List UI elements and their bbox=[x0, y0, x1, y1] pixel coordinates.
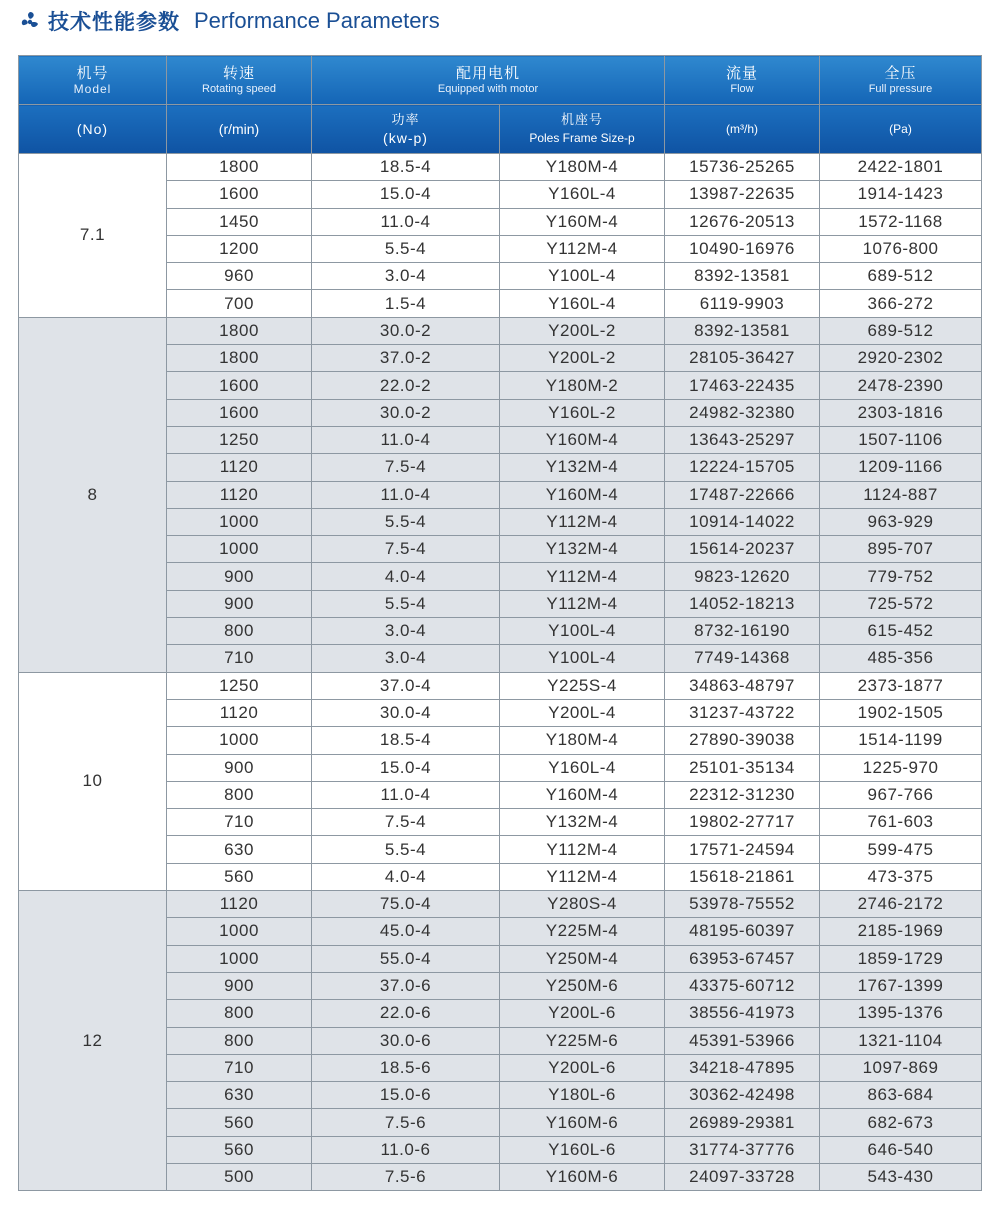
speed-cell: 1800 bbox=[167, 317, 312, 344]
frame-size-cell: Y180M-4 bbox=[500, 727, 665, 754]
pressure-cell: 2920-2302 bbox=[820, 345, 982, 372]
pressure-cell: 599-475 bbox=[820, 836, 982, 863]
flow-cell: 17487-22666 bbox=[665, 481, 820, 508]
power-cell: 55.0-4 bbox=[312, 945, 500, 972]
pressure-cell: 1097-869 bbox=[820, 1054, 982, 1081]
pressure-cell: 543-430 bbox=[820, 1163, 982, 1190]
power-cell: 3.0-4 bbox=[312, 263, 500, 290]
power-cell: 4.0-4 bbox=[312, 863, 500, 890]
header-speed-cn: 转速 bbox=[222, 64, 255, 82]
speed-cell: 560 bbox=[167, 1109, 312, 1136]
flow-cell: 8392-13581 bbox=[665, 317, 820, 344]
speed-cell: 1120 bbox=[167, 891, 312, 918]
speed-cell: 710 bbox=[167, 809, 312, 836]
flow-cell: 10914-14022 bbox=[665, 508, 820, 535]
pressure-cell: 725-572 bbox=[820, 590, 982, 617]
speed-cell: 900 bbox=[167, 590, 312, 617]
power-cell: 30.0-2 bbox=[312, 317, 500, 344]
speed-cell: 1200 bbox=[167, 235, 312, 262]
power-cell: 45.0-4 bbox=[312, 918, 500, 945]
header-model bbox=[19, 56, 167, 105]
header-speed-unit: (r/min) bbox=[167, 105, 312, 154]
flow-cell: 24982-32380 bbox=[665, 399, 820, 426]
pressure-cell: 895-707 bbox=[820, 536, 982, 563]
frame-size-cell: Y112M-4 bbox=[500, 563, 665, 590]
model-number-cell: 12 bbox=[19, 891, 167, 1191]
power-cell: 7.5-6 bbox=[312, 1163, 500, 1190]
power-cell: 7.5-6 bbox=[312, 1109, 500, 1136]
header-pressure-unit: (Pa) bbox=[820, 105, 982, 154]
speed-cell: 1600 bbox=[167, 372, 312, 399]
flow-cell: 14052-18213 bbox=[665, 590, 820, 617]
header-model-en: Model bbox=[73, 82, 112, 96]
frame-size-cell: Y200L-6 bbox=[500, 1054, 665, 1081]
power-cell: 37.0-4 bbox=[312, 672, 500, 699]
pressure-cell: 2478-2390 bbox=[820, 372, 982, 399]
speed-cell: 900 bbox=[167, 563, 312, 590]
frame-size-cell: Y100L-4 bbox=[500, 263, 665, 290]
frame-size-cell: Y250M-4 bbox=[500, 945, 665, 972]
pressure-cell: 2185-1969 bbox=[820, 918, 982, 945]
header-power bbox=[312, 105, 500, 154]
frame-size-cell: Y132M-4 bbox=[500, 809, 665, 836]
frame-size-cell: Y225M-6 bbox=[500, 1027, 665, 1054]
speed-cell: 1600 bbox=[167, 181, 312, 208]
pressure-cell: 1395-1376 bbox=[820, 1000, 982, 1027]
flow-cell: 38556-41973 bbox=[665, 1000, 820, 1027]
frame-size-cell: Y100L-4 bbox=[500, 618, 665, 645]
flow-cell: 26989-29381 bbox=[665, 1109, 820, 1136]
frame-size-cell: Y100L-4 bbox=[500, 645, 665, 672]
speed-cell: 1800 bbox=[167, 345, 312, 372]
header-model-cn: 机号 bbox=[76, 64, 109, 82]
flow-cell: 15614-20237 bbox=[665, 536, 820, 563]
header-pressure-en: Full pressure bbox=[868, 83, 933, 95]
flow-cell: 43375-60712 bbox=[665, 972, 820, 999]
frame-size-cell: Y200L-2 bbox=[500, 345, 665, 372]
pressure-cell: 1859-1729 bbox=[820, 945, 982, 972]
pressure-cell: 779-752 bbox=[820, 563, 982, 590]
pressure-cell: 967-766 bbox=[820, 781, 982, 808]
pressure-cell: 1902-1505 bbox=[820, 699, 982, 726]
speed-cell: 710 bbox=[167, 1054, 312, 1081]
pressure-cell: 646-540 bbox=[820, 1136, 982, 1163]
header-speed bbox=[167, 56, 312, 105]
table-row bbox=[19, 317, 982, 344]
frame-size-cell: Y225S-4 bbox=[500, 672, 665, 699]
title-chinese: 技术性能参数 bbox=[48, 10, 180, 34]
pressure-cell: 1076-800 bbox=[820, 235, 982, 262]
speed-cell: 960 bbox=[167, 263, 312, 290]
pressure-cell: 761-603 bbox=[820, 809, 982, 836]
frame-size-cell: Y160L-4 bbox=[500, 754, 665, 781]
frame-size-cell: Y180M-2 bbox=[500, 372, 665, 399]
frame-size-cell: Y200L-2 bbox=[500, 317, 665, 344]
power-cell: 11.0-4 bbox=[312, 426, 500, 453]
pressure-cell: 2373-1877 bbox=[820, 672, 982, 699]
power-cell: 30.0-4 bbox=[312, 699, 500, 726]
table-row bbox=[19, 154, 982, 181]
pressure-cell: 1767-1399 bbox=[820, 972, 982, 999]
flow-cell: 63953-67457 bbox=[665, 945, 820, 972]
frame-size-cell: Y160M-6 bbox=[500, 1109, 665, 1136]
flow-cell: 31774-37776 bbox=[665, 1136, 820, 1163]
frame-size-cell: Y180M-4 bbox=[500, 154, 665, 181]
power-cell: 15.0-6 bbox=[312, 1082, 500, 1109]
speed-cell: 1250 bbox=[167, 426, 312, 453]
flow-cell: 24097-33728 bbox=[665, 1163, 820, 1190]
power-cell: 7.5-4 bbox=[312, 454, 500, 481]
flow-cell: 17463-22435 bbox=[665, 372, 820, 399]
pressure-cell: 1209-1166 bbox=[820, 454, 982, 481]
pressure-cell: 2422-1801 bbox=[820, 154, 982, 181]
model-number-cell: 7.1 bbox=[19, 154, 167, 318]
model-number-cell: 8 bbox=[19, 317, 167, 672]
header-model-unit: (No) bbox=[19, 105, 167, 154]
pressure-cell: 615-452 bbox=[820, 618, 982, 645]
header-frame-cn: 机座号 bbox=[560, 113, 603, 128]
frame-size-cell: Y250M-6 bbox=[500, 972, 665, 999]
power-cell: 7.5-4 bbox=[312, 536, 500, 563]
power-cell: 4.0-4 bbox=[312, 563, 500, 590]
pressure-cell: 1914-1423 bbox=[820, 181, 982, 208]
frame-size-cell: Y200L-4 bbox=[500, 699, 665, 726]
table-header bbox=[19, 56, 982, 154]
flow-cell: 27890-39038 bbox=[665, 727, 820, 754]
flow-cell: 15736-25265 bbox=[665, 154, 820, 181]
header-flow-en: Flow bbox=[730, 83, 754, 95]
speed-cell: 1250 bbox=[167, 672, 312, 699]
frame-size-cell: Y112M-4 bbox=[500, 836, 665, 863]
speed-cell: 560 bbox=[167, 1136, 312, 1163]
header-speed-en: Rotating speed bbox=[202, 83, 276, 95]
speed-cell: 630 bbox=[167, 1082, 312, 1109]
power-cell: 15.0-4 bbox=[312, 181, 500, 208]
frame-size-cell: Y112M-4 bbox=[500, 590, 665, 617]
performance-table bbox=[18, 55, 982, 1191]
power-cell: 11.0-4 bbox=[312, 481, 500, 508]
power-cell: 5.5-4 bbox=[312, 836, 500, 863]
speed-cell: 560 bbox=[167, 863, 312, 890]
speed-cell: 1000 bbox=[167, 508, 312, 535]
flow-cell: 9823-12620 bbox=[665, 563, 820, 590]
flow-cell: 34863-48797 bbox=[665, 672, 820, 699]
power-cell: 3.0-4 bbox=[312, 645, 500, 672]
header-frame-en: Poles Frame Size-p bbox=[529, 131, 635, 145]
model-number-cell: 10 bbox=[19, 672, 167, 890]
flow-cell: 8392-13581 bbox=[665, 263, 820, 290]
flow-cell: 15618-21861 bbox=[665, 863, 820, 890]
frame-size-cell: Y225M-4 bbox=[500, 918, 665, 945]
flow-cell: 13987-22635 bbox=[665, 181, 820, 208]
header-frame bbox=[500, 105, 665, 154]
flow-cell: 30362-42498 bbox=[665, 1082, 820, 1109]
speed-cell: 900 bbox=[167, 972, 312, 999]
speed-cell: 1120 bbox=[167, 454, 312, 481]
power-cell: 22.0-2 bbox=[312, 372, 500, 399]
frame-size-cell: Y160L-6 bbox=[500, 1136, 665, 1163]
speed-cell: 1120 bbox=[167, 699, 312, 726]
power-cell: 18.5-4 bbox=[312, 154, 500, 181]
pressure-cell: 2303-1816 bbox=[820, 399, 982, 426]
speed-cell: 800 bbox=[167, 1027, 312, 1054]
speed-cell: 900 bbox=[167, 754, 312, 781]
header-pressure bbox=[820, 56, 982, 105]
pressure-cell: 1507-1106 bbox=[820, 426, 982, 453]
frame-size-cell: Y132M-4 bbox=[500, 536, 665, 563]
flow-cell: 48195-60397 bbox=[665, 918, 820, 945]
header-flow-unit: (m³/h) bbox=[665, 105, 820, 154]
pressure-cell: 2746-2172 bbox=[820, 891, 982, 918]
fan-swirl-icon bbox=[18, 9, 42, 33]
flow-cell: 53978-75552 bbox=[665, 891, 820, 918]
pressure-cell: 1124-887 bbox=[820, 481, 982, 508]
frame-size-cell: Y112M-4 bbox=[500, 863, 665, 890]
power-cell: 7.5-4 bbox=[312, 809, 500, 836]
header-flow bbox=[665, 56, 820, 105]
power-cell: 15.0-4 bbox=[312, 754, 500, 781]
flow-cell: 6119-9903 bbox=[665, 290, 820, 317]
flow-cell: 12676-20513 bbox=[665, 208, 820, 235]
frame-size-cell: Y160M-4 bbox=[500, 781, 665, 808]
frame-size-cell: Y112M-4 bbox=[500, 235, 665, 262]
flow-cell: 31237-43722 bbox=[665, 699, 820, 726]
frame-size-cell: Y160L-4 bbox=[500, 181, 665, 208]
frame-size-cell: Y280S-4 bbox=[500, 891, 665, 918]
speed-cell: 1000 bbox=[167, 918, 312, 945]
power-cell: 11.0-6 bbox=[312, 1136, 500, 1163]
frame-size-cell: Y160L-4 bbox=[500, 290, 665, 317]
speed-cell: 1000 bbox=[167, 945, 312, 972]
pressure-cell: 682-673 bbox=[820, 1109, 982, 1136]
flow-cell: 25101-35134 bbox=[665, 754, 820, 781]
flow-cell: 8732-16190 bbox=[665, 618, 820, 645]
pressure-cell: 485-356 bbox=[820, 645, 982, 672]
pressure-cell: 1572-1168 bbox=[820, 208, 982, 235]
header-power-unit: (kw-p) bbox=[383, 130, 428, 146]
power-cell: 75.0-4 bbox=[312, 891, 500, 918]
header-flow-cn: 流量 bbox=[725, 64, 758, 82]
frame-size-cell: Y200L-6 bbox=[500, 1000, 665, 1027]
flow-cell: 10490-16976 bbox=[665, 235, 820, 262]
speed-cell: 800 bbox=[167, 1000, 312, 1027]
power-cell: 30.0-6 bbox=[312, 1027, 500, 1054]
speed-cell: 700 bbox=[167, 290, 312, 317]
pressure-cell: 963-929 bbox=[820, 508, 982, 535]
header-power-cn: 功率 bbox=[391, 113, 420, 128]
power-cell: 3.0-4 bbox=[312, 618, 500, 645]
power-cell: 5.5-4 bbox=[312, 235, 500, 262]
header-motor-cn: 配用电机 bbox=[455, 64, 520, 82]
flow-cell: 19802-27717 bbox=[665, 809, 820, 836]
power-cell: 37.0-2 bbox=[312, 345, 500, 372]
power-cell: 37.0-6 bbox=[312, 972, 500, 999]
power-cell: 18.5-6 bbox=[312, 1054, 500, 1081]
speed-cell: 800 bbox=[167, 618, 312, 645]
title-english: Performance Parameters bbox=[194, 8, 440, 33]
speed-cell: 800 bbox=[167, 781, 312, 808]
speed-cell: 1450 bbox=[167, 208, 312, 235]
pressure-cell: 863-684 bbox=[820, 1082, 982, 1109]
table-body bbox=[19, 154, 982, 1191]
power-cell: 18.5-4 bbox=[312, 727, 500, 754]
pressure-cell: 689-512 bbox=[820, 317, 982, 344]
pressure-cell: 1514-1199 bbox=[820, 727, 982, 754]
speed-cell: 1800 bbox=[167, 154, 312, 181]
header-pressure-cn: 全压 bbox=[884, 64, 917, 82]
speed-cell: 1000 bbox=[167, 536, 312, 563]
flow-cell: 34218-47895 bbox=[665, 1054, 820, 1081]
speed-cell: 1600 bbox=[167, 399, 312, 426]
pressure-cell: 1321-1104 bbox=[820, 1027, 982, 1054]
flow-cell: 45391-53966 bbox=[665, 1027, 820, 1054]
flow-cell: 13643-25297 bbox=[665, 426, 820, 453]
table-row bbox=[19, 672, 982, 699]
pressure-cell: 366-272 bbox=[820, 290, 982, 317]
flow-cell: 7749-14368 bbox=[665, 645, 820, 672]
frame-size-cell: Y160L-2 bbox=[500, 399, 665, 426]
table-row bbox=[19, 891, 982, 918]
frame-size-cell: Y132M-4 bbox=[500, 454, 665, 481]
power-cell: 22.0-6 bbox=[312, 1000, 500, 1027]
power-cell: 1.5-4 bbox=[312, 290, 500, 317]
speed-cell: 710 bbox=[167, 645, 312, 672]
frame-size-cell: Y112M-4 bbox=[500, 508, 665, 535]
frame-size-cell: Y160M-4 bbox=[500, 481, 665, 508]
frame-size-cell: Y160M-6 bbox=[500, 1163, 665, 1190]
power-cell: 5.5-4 bbox=[312, 590, 500, 617]
speed-cell: 1120 bbox=[167, 481, 312, 508]
power-cell: 30.0-2 bbox=[312, 399, 500, 426]
frame-size-cell: Y180L-6 bbox=[500, 1082, 665, 1109]
flow-cell: 22312-31230 bbox=[665, 781, 820, 808]
header-motor bbox=[312, 56, 665, 105]
power-cell: 11.0-4 bbox=[312, 208, 500, 235]
speed-cell: 630 bbox=[167, 836, 312, 863]
pressure-cell: 689-512 bbox=[820, 263, 982, 290]
pressure-cell: 473-375 bbox=[820, 863, 982, 890]
speed-cell: 500 bbox=[167, 1163, 312, 1190]
header-motor-en: Equipped with motor bbox=[437, 83, 539, 95]
flow-cell: 12224-15705 bbox=[665, 454, 820, 481]
power-cell: 5.5-4 bbox=[312, 508, 500, 535]
power-cell: 11.0-4 bbox=[312, 781, 500, 808]
flow-cell: 17571-24594 bbox=[665, 836, 820, 863]
frame-size-cell: Y160M-4 bbox=[500, 426, 665, 453]
frame-size-cell: Y160M-4 bbox=[500, 208, 665, 235]
pressure-cell: 1225-970 bbox=[820, 754, 982, 781]
flow-cell: 28105-36427 bbox=[665, 345, 820, 372]
speed-cell: 1000 bbox=[167, 727, 312, 754]
page-title bbox=[18, 6, 440, 36]
